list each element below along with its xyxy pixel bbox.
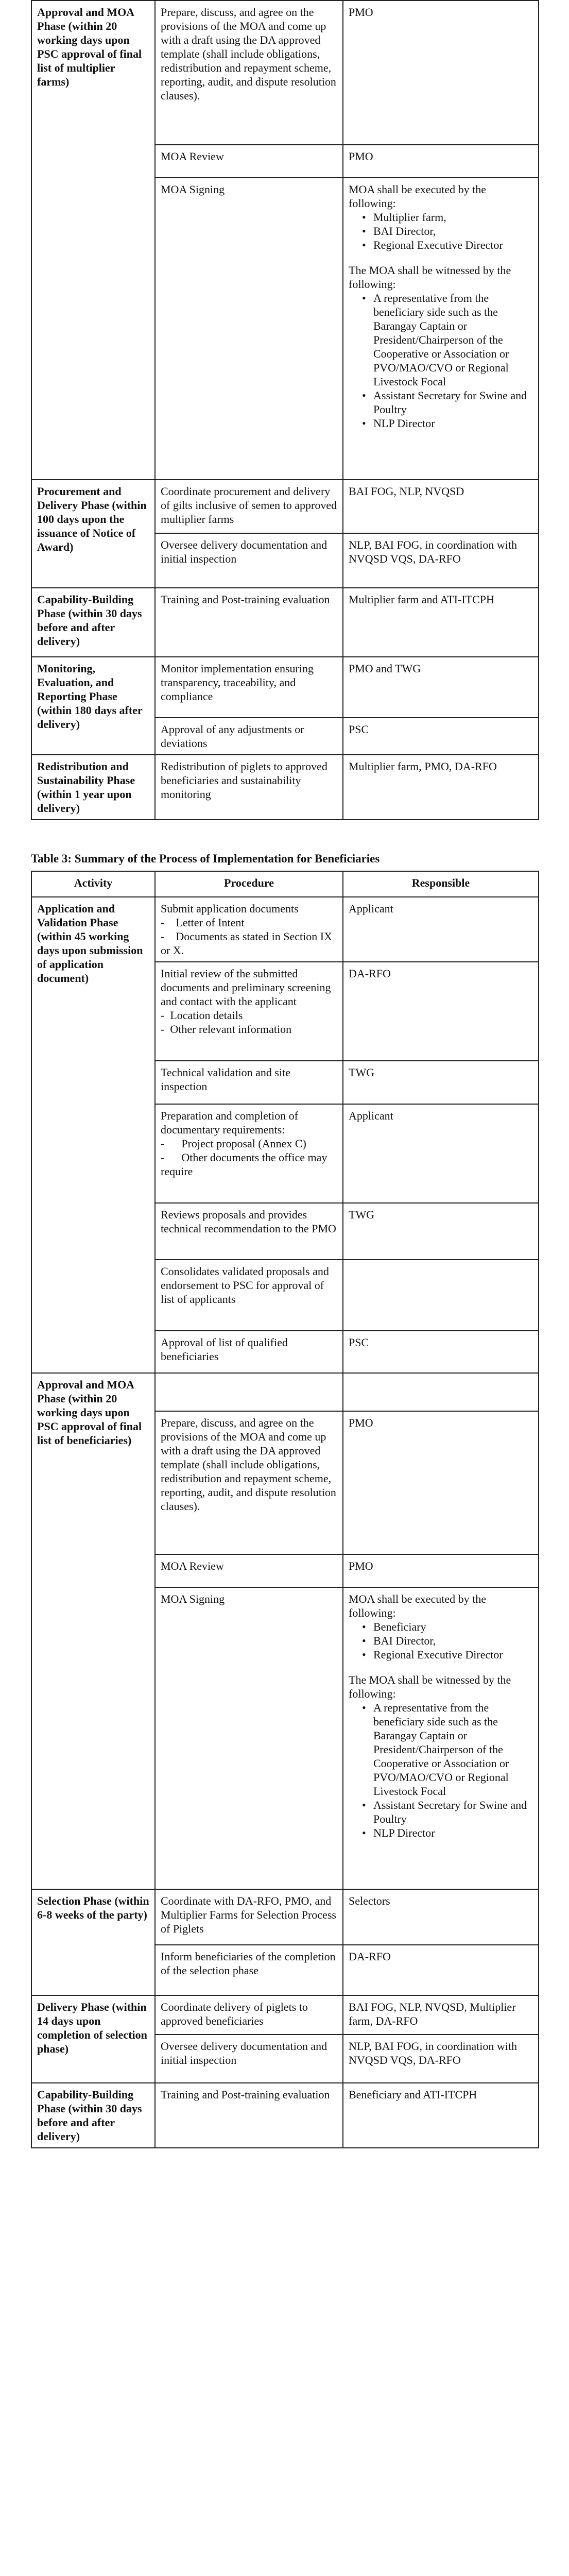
- responsible-cell: TWG: [343, 1203, 539, 1260]
- responsible-cell: PSC: [343, 718, 539, 755]
- list-item: • A representative from the beneficiary side such as the Barangay Captain or President/Chairperson of the Cooperative or Association or PVO/MAO/CVO or Regional Livestock Focal: [349, 1701, 533, 1798]
- list-item: • Multiplier farm,: [349, 210, 533, 224]
- procedure-cell: Oversee delivery documentation and initial inspection: [155, 2035, 343, 2083]
- phase-cell: Redistribution and Sustainability Phase (within 1 year upon delivery): [31, 755, 155, 820]
- responsible-cell: Applicant: [343, 897, 539, 962]
- procedure-cell: Prepare, discuss, and agree on the provisions of the MOA and come up with a draft using the DA approved template (shall include obligations, redistribution and repayment scheme, reporting, audit, and dispute resolution clauses).: [155, 1411, 343, 1554]
- procedure-cell: Approval of list of qualified beneficiaries: [155, 1331, 343, 1373]
- multiplier-process-table: [31, 0, 539, 820]
- list-item: - Documents as stated in Section IX or X.: [161, 930, 332, 957]
- responsible-cell: PSC: [343, 1331, 539, 1373]
- table-header-row: [31, 871, 539, 897]
- responsible-cell: Multiplier farm, PMO, DA-RFO: [343, 755, 539, 820]
- responsible-cell: BAI FOG, NLP, NVQSD: [343, 480, 539, 533]
- responsible-cell: Selectors: [343, 1889, 539, 1945]
- table-caption: Table 3: Summary of the Process of Implementation for Beneficiaries: [31, 852, 380, 865]
- table-row: [31, 588, 539, 657]
- responsible-cell: Applicant: [343, 1104, 539, 1203]
- procedure-cell: [155, 897, 343, 962]
- list-item: • BAI Director,: [349, 1634, 533, 1648]
- phase-cell: Capability-Building Phase (within 30 days before and after delivery): [31, 588, 155, 657]
- responsible-cell: PMO: [343, 1411, 539, 1554]
- list-item: • Assistant Secretary for Swine and Poultry: [349, 388, 533, 416]
- table-row: [31, 1, 539, 145]
- table-row: [31, 755, 539, 820]
- responsible-cell: BAI FOG, NLP, NVQSD, Multiplier farm, DA-RFO: [343, 1995, 539, 2035]
- beneficiary-process-table: [31, 871, 539, 2148]
- responsible-cell: PMO: [343, 1554, 539, 1587]
- procedure-cell: MOA Review: [155, 145, 343, 178]
- table-row: [31, 2083, 539, 2148]
- witnessed-by-intro: The MOA shall be witnessed by the following:: [349, 1673, 511, 1700]
- column-header: Responsible: [343, 871, 539, 897]
- phase-cell: Approval and MOA Phase (within 20 working days upon PSC approval of final list of beneficiaries): [31, 1373, 155, 1889]
- list-item: • NLP Director: [349, 1826, 533, 1840]
- responsible-cell: DA-RFO: [343, 962, 539, 1061]
- phase-cell: Procurement and Delivery Phase (within 100 days upon the issuance of Notice of Award): [31, 480, 155, 588]
- table-row: [31, 1373, 539, 1411]
- list-item: • Assistant Secretary for Swine and Poultry: [349, 1798, 533, 1826]
- phase-cell: Capability-Building Phase (within 30 days before and after delivery): [31, 2083, 155, 2148]
- procedure-cell: [155, 962, 343, 1061]
- phase-cell: Approval and MOA Phase (within 20 working days upon PSC approval of final list of multiplier farms): [31, 1, 155, 480]
- responsible-cell: [343, 1373, 539, 1411]
- column-header: Activity: [31, 871, 155, 897]
- procedure-cell: Reviews proposals and provides technical recommendation to the PMO: [155, 1203, 343, 1260]
- executed-by-intro: MOA shall be executed by the following:: [349, 1592, 486, 1619]
- responsible-cell: NLP, BAI FOG, in coordination with NVQSD VQS, DA-RFO: [343, 533, 539, 588]
- list-item: • NLP Director: [349, 416, 533, 430]
- procedure-cell: Prepare, discuss, and agree on the provisions of the MOA and come up with a draft using the DA approved template (shall include obligations, redistribution and repayment scheme, reporting, audit, and dispute resolution clauses).: [155, 1, 343, 145]
- responsible-cell: Beneficiary and ATI-ITCPH: [343, 2083, 539, 2148]
- procedure-cell: Coordinate with DA-RFO, PMO, and Multiplier Farms for Selection Process of Piglets: [155, 1889, 343, 1945]
- phase-cell: Application and Validation Phase (within 45 working days upon submission of application document): [31, 897, 155, 1373]
- procedure-text: Preparation and completion of documentary requirements:: [161, 1109, 298, 1136]
- list-item: • A representative from the beneficiary side such as the Barangay Captain or President/Chairperson of the Cooperative or Association or PVO/MAO/CVO or Regional Livestock Focal: [349, 291, 533, 388]
- procedure-cell: Oversee delivery documentation and initial inspection: [155, 533, 343, 588]
- responsible-cell: [343, 1260, 539, 1331]
- table-row: [31, 480, 539, 533]
- responsible-cell: NLP, BAI FOG, in coordination with NVQSD VQS, DA-RFO: [343, 2035, 539, 2083]
- responsible-cell: Multiplier farm and ATI-ITCPH: [343, 588, 539, 657]
- list-item: - Project proposal (Annex C): [161, 1137, 306, 1150]
- list-item: - Other documents the office may require: [161, 1151, 327, 1178]
- list-item: • Regional Executive Director: [349, 238, 533, 252]
- list-item: • Regional Executive Director: [349, 1648, 533, 1662]
- procedure-cell: Approval of any adjustments or deviations: [155, 718, 343, 755]
- responsible-cell: DA-RFO: [343, 1945, 539, 1995]
- phase-cell: Selection Phase (within 6-8 weeks of the party): [31, 1889, 155, 1995]
- procedure-cell: Training and Post-training evaluation: [155, 2083, 343, 2148]
- witnessed-by-intro: The MOA shall be witnessed by the following:: [349, 264, 511, 291]
- responsible-cell: [343, 178, 539, 480]
- responsible-cell: [343, 1587, 539, 1889]
- procedure-cell: MOA Signing: [155, 178, 343, 480]
- responsible-cell: PMO and TWG: [343, 657, 539, 718]
- list-item: • BAI Director,: [349, 224, 533, 238]
- procedure-cell: Coordinate procurement and delivery of gilts inclusive of semen to approved multiplier farms: [155, 480, 343, 533]
- procedure-cell: Training and Post-training evaluation: [155, 588, 343, 657]
- list-item: - Other relevant information: [161, 1023, 292, 1036]
- procedure-cell: Consolidates validated proposals and endorsement to PSC for approval of list of applicants: [155, 1260, 343, 1331]
- phase-cell: Monitoring, Evaluation, and Reporting Phase (within 180 days after delivery): [31, 657, 155, 755]
- responsible-cell: TWG: [343, 1061, 539, 1104]
- document-page: [31, 0, 538, 2576]
- procedure-text: Submit application documents: [161, 902, 299, 915]
- procedure-cell: Monitor implementation ensuring transparency, traceability, and compliance: [155, 657, 343, 718]
- responsible-cell: PMO: [343, 1, 539, 145]
- table-row: [31, 1889, 539, 1945]
- procedure-cell: MOA Review: [155, 1554, 343, 1587]
- list-item: - Location details: [161, 1009, 243, 1022]
- procedure-cell: Inform beneficiaries of the completion of the selection phase: [155, 1945, 343, 1995]
- phase-cell: Delivery Phase (within 14 days upon completion of selection phase): [31, 1995, 155, 2083]
- procedure-cell: Coordinate delivery of piglets to approved beneficiaries: [155, 1995, 343, 2035]
- table-row: [31, 897, 539, 962]
- procedure-cell: [155, 1373, 343, 1411]
- procedure-cell: Redistribution of piglets to approved beneficiaries and sustainability monitoring: [155, 755, 343, 820]
- table-row: [31, 1995, 539, 2035]
- table-row: [31, 657, 539, 718]
- procedure-cell: MOA Signing: [155, 1587, 343, 1889]
- executed-by-intro: MOA shall be executed by the following:: [349, 183, 486, 210]
- column-header: Procedure: [155, 871, 343, 897]
- responsible-cell: PMO: [343, 145, 539, 178]
- procedure-cell: [155, 1104, 343, 1203]
- procedure-cell: Technical validation and site inspection: [155, 1061, 343, 1104]
- list-item: - Letter of Intent: [161, 916, 245, 929]
- procedure-text: Initial review of the submitted documents and preliminary screening and contact with the applicant: [161, 967, 331, 1008]
- list-item: • Beneficiary: [349, 1620, 533, 1634]
